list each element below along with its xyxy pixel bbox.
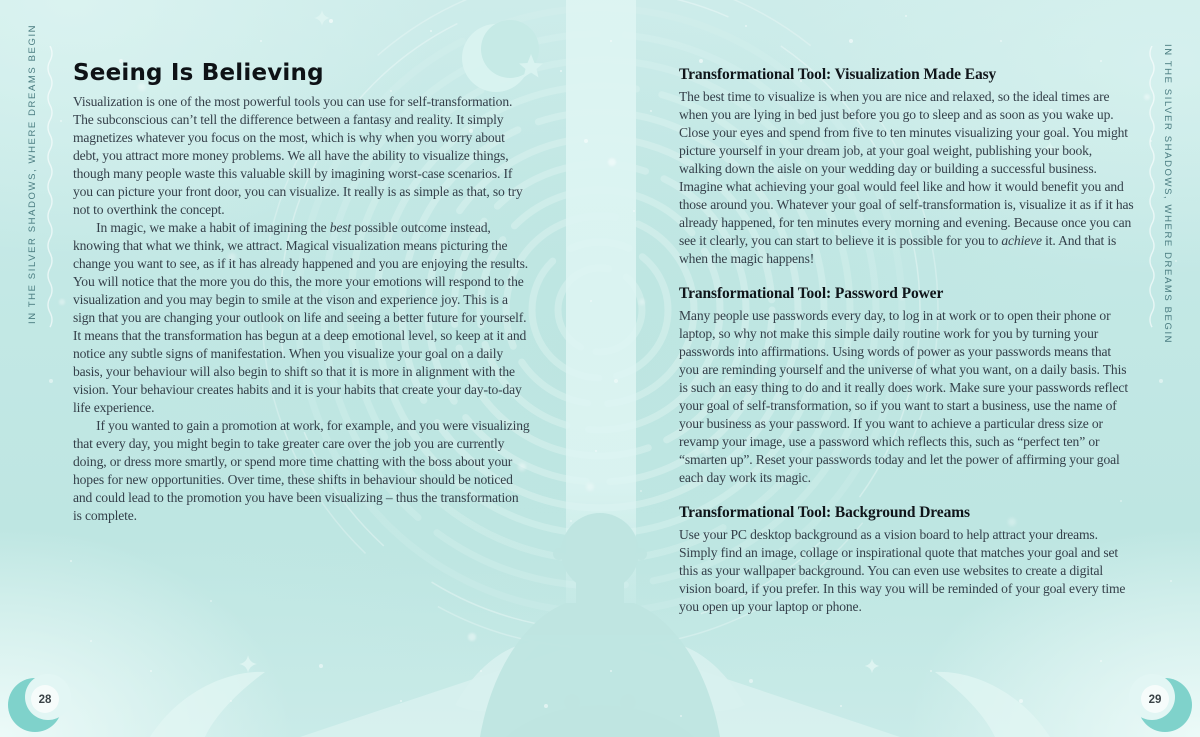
- section-body: The best time to visualize is when you are nice and relaxed, so the ideal times are when you are lying in bed just before you go to sleep and as soon as you wake up. Close your eyes and spend from five to ten minutes visualizing your goal. You might picture yourself in your dream job, at your goal weight, publishing your book, walking down the aisle on your wedding day or building a successful business. Imagine what achieving your goal would feel like and how it would benefit you and those around you. Whatever your goal of self-transformation is, visualize it as if it has already happened, for ten minutes every morning and evening. Because once you can see it clearly, you can start to believe it is possible for you to achieve it. And that is when the magic happens!: [679, 89, 1134, 266]
- page-number-left: 28: [38, 694, 52, 706]
- body-paragraph: In magic, we make a habit of imagining the best possible outcome instead, knowing that what we think, we attract. Magical visualization means picturing the change you want to see, as if it has already happened and you are enjoying the results. You will notice that the more you do this, the more your emotions will respond to the visualization and you may begin to smile at the vison and experience joy. This is a sign that you are changing your outlook on life and seeing a better future for yourself. It means that the transformation has begun at a deep emotional level, so keep at it and notice any subtle signs of manifestation. When you visualize your goal on a daily basis, your behaviour will also begin to shift so that it is more in alignment with the vision. Your behaviour creates habits and it is your habits that create your day-to-day life experience.: [73, 220, 529, 415]
- page-corner-moon-right: [1128, 673, 1198, 737]
- section-heading: Transformational Tool: Background Dreams: [679, 504, 970, 521]
- margin-caption-right: IN THE SILVER SHADOWS, WHERE DREAMS BEGIN: [1162, 44, 1173, 345]
- right-page: [679, 66, 1134, 633]
- section-password-power: [679, 285, 1134, 487]
- page-number-right: 29: [1148, 694, 1162, 706]
- section-visualization-made-easy: [679, 66, 1134, 268]
- body-paragraph: Visualization is one of the most powerful tools you can use for self-transformation. The subconscious can’t tell the difference between a fantasy and reality. It simply magnetizes whatever you focus on the most, which is why when you worry about debt, you attract more money problems. We all have the ability to visualize things, though many people waste this valuable skill by imagining worst-case scenarios. If you can picture your front door, you can visualize. It really is as simple as that, so try not to overthink the concept.: [73, 94, 523, 217]
- section-heading: Transformational Tool: Password Power: [679, 285, 944, 302]
- wavy-divider-left: [45, 46, 55, 328]
- page-heading: Seeing Is Believing: [73, 60, 324, 86]
- margin-caption-left: IN THE SILVER SHADOWS, WHERE DREAMS BEGIN: [27, 23, 38, 324]
- section-body: Use your PC desktop background as a vision board to help attract your dreams. Simply find an image, collage or inspirational quote that matches your goal and set this as your wallpaper background. You can even use websites to create a digital vision board, if you prefer. In this way you will be reminded of your goal every time you open up your laptop or phone.: [679, 527, 1126, 614]
- starfield-glow-dots: [0, 0, 4, 4]
- left-page: [73, 60, 530, 525]
- section-body: Many people use passwords every day, to log in at work or to open their phone or laptop, so why not make this simple daily routine work for you by turning your passwords into affirmations. Using words of power as your passwords means that you are reminding yourself and the universe of what you want, on a daily basis. This is such an easy thing to do and it really does work. Make sure your passwords reflect your goal of self-transformation, so if you want to start a business, use the name of your business as your password. If you want to achieve a particular dress size or revamp your image, use a password which reflects this, such as “perfect ten” or “smarten up”. Reset your passwords today and let the power of affirming your goal each day work its magic.: [679, 308, 1128, 485]
- section-background-dreams: [679, 504, 1134, 616]
- section-heading: Transformational Tool: Visualization Made Easy: [679, 66, 997, 83]
- wavy-divider-right: [1147, 46, 1157, 328]
- body-paragraph: If you wanted to gain a promotion at work, for example, and you were visualizing that every day, you might begin to take greater care over the job you are currently doing, or dress more smartly, or spend more time chatting with the boss about your hopes for new opportunities. Over time, these shifts in behaviour should be noticed and could lead to the promotion you have been visualizing – thus the transformation is complete.: [73, 418, 530, 523]
- page-corner-moon-left: [2, 673, 72, 737]
